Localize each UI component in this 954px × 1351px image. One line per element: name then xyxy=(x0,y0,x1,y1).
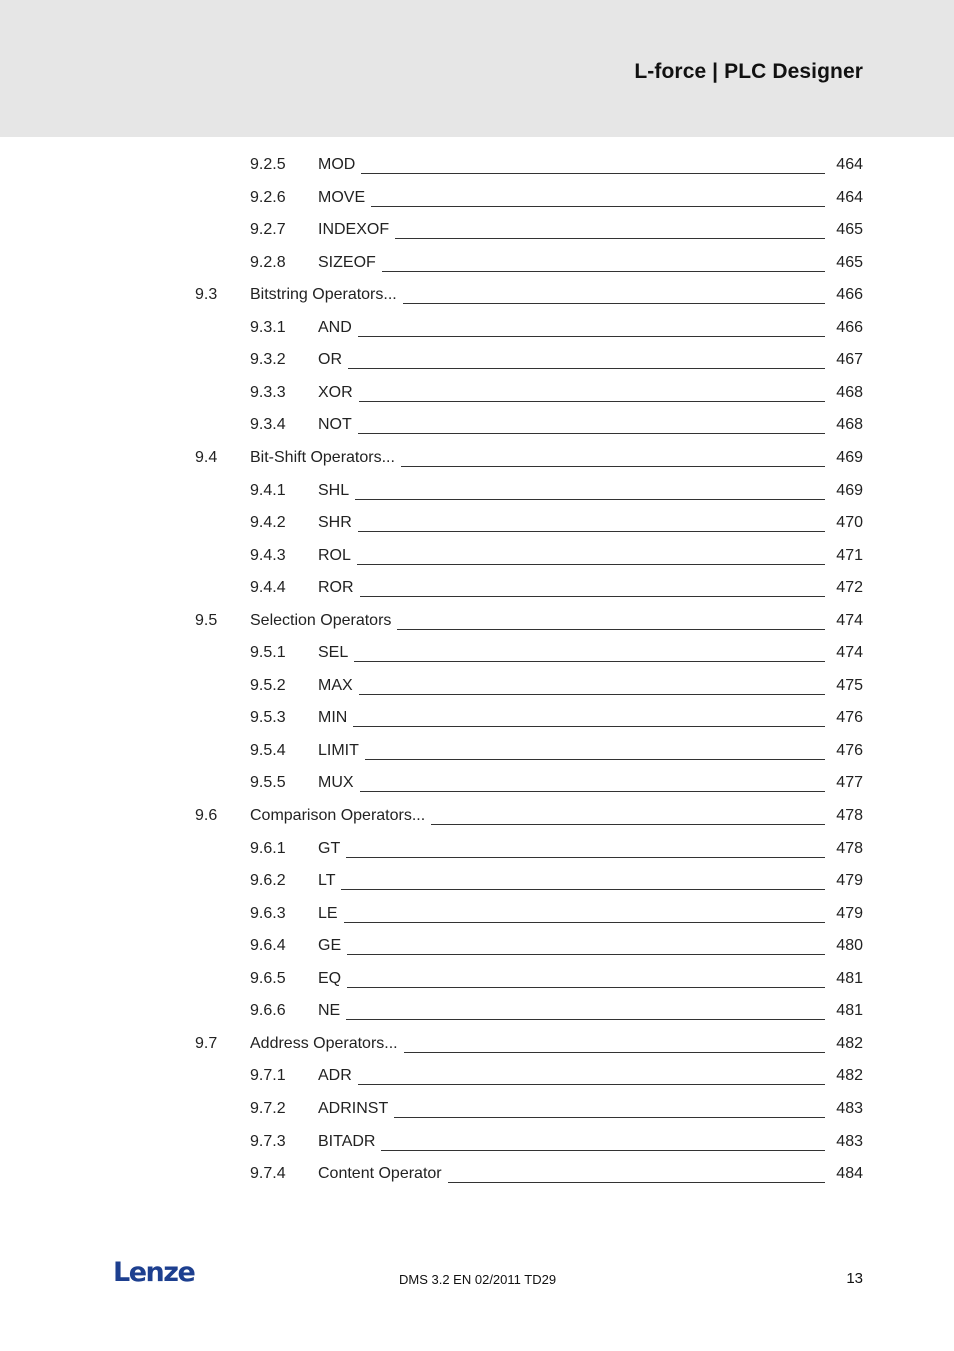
toc-leader-line xyxy=(371,206,825,207)
toc-entry[interactable] xyxy=(0,443,954,475)
toc-entry-number: 9.2.6 xyxy=(250,188,286,206)
toc-leader-line xyxy=(394,1117,825,1118)
toc-entry-page: 482 xyxy=(836,1067,863,1085)
toc-entry-number: 9.4.4 xyxy=(250,579,286,597)
toc-leader-line xyxy=(365,759,825,760)
toc-entry[interactable] xyxy=(0,1029,954,1061)
toc-entry-number: 9.7 xyxy=(195,1034,218,1052)
toc-entry-page: 479 xyxy=(836,872,863,890)
toc-entry-title: MIN xyxy=(318,709,348,727)
toc-entry-page: 468 xyxy=(836,383,863,401)
toc-entry-title: Selection Operators xyxy=(250,611,392,629)
toc-entry-page: 483 xyxy=(836,1132,863,1150)
toc-entry-number: 9.4.2 xyxy=(250,514,286,532)
toc-entry[interactable] xyxy=(0,671,954,703)
toc-entry-page: 469 xyxy=(836,481,863,499)
toc-entry-page: 469 xyxy=(836,448,863,466)
toc-entry-page: 464 xyxy=(836,188,863,206)
toc-entry-page: 474 xyxy=(836,644,863,662)
toc-leader-line xyxy=(359,401,825,402)
toc-entry-title: Comparison Operators... xyxy=(250,807,426,824)
toc-entry-title: LT xyxy=(318,872,336,890)
toc-entry-number: 9.3.2 xyxy=(250,351,286,369)
toc-leader-line xyxy=(360,791,825,792)
toc-leader-line xyxy=(381,1150,825,1151)
toc-entry[interactable] xyxy=(0,313,954,345)
toc-entry[interactable] xyxy=(0,150,954,182)
toc-entry-number: 9.2.8 xyxy=(250,253,286,271)
toc-entry-page: 478 xyxy=(836,839,863,857)
toc-entry-title: BITADR xyxy=(318,1132,376,1150)
toc-entry-number: 9.5.2 xyxy=(250,676,286,694)
toc-leader-line xyxy=(346,1019,825,1020)
toc-entry-number: 9.6.3 xyxy=(250,904,286,922)
toc-entry[interactable] xyxy=(0,703,954,735)
toc-entry-page: 476 xyxy=(836,709,863,727)
toc-leader-line xyxy=(341,889,825,890)
toc-entry-title: Content Operator xyxy=(318,1165,442,1183)
toc-entry[interactable] xyxy=(0,378,954,410)
toc-leader-line xyxy=(355,499,825,500)
toc-entry-number: 9.7.3 xyxy=(250,1132,286,1150)
toc-entry-title: LIMIT xyxy=(318,741,359,759)
toc-entry-number: 9.2.5 xyxy=(250,156,286,173)
toc-entry[interactable] xyxy=(0,345,954,377)
toc-leader-line xyxy=(358,531,825,532)
toc-entry-title: LE xyxy=(318,904,338,922)
toc-entry[interactable] xyxy=(0,834,954,866)
toc-entry-title: OR xyxy=(318,351,342,369)
toc-entry-page: 471 xyxy=(836,546,863,564)
toc-entry-page: 477 xyxy=(836,774,863,792)
toc-entry-number: 9.7.4 xyxy=(250,1165,286,1183)
toc-entry-page: 478 xyxy=(836,807,863,824)
toc-leader-line xyxy=(361,173,825,174)
toc-entry[interactable] xyxy=(0,1094,954,1126)
toc-entry-number: 9.3.4 xyxy=(250,416,286,434)
toc-entry-title: ADR xyxy=(318,1067,352,1085)
toc-entry-title: Address Operators... xyxy=(250,1034,398,1052)
toc-entry-page: 479 xyxy=(836,904,863,922)
toc-leader-line xyxy=(346,857,825,858)
toc-entry-number: 9.5.4 xyxy=(250,741,286,759)
toc-entry-page: 470 xyxy=(836,514,863,532)
toc-entry[interactable] xyxy=(0,996,954,1028)
toc-entry-page: 468 xyxy=(836,416,863,434)
toc-entry-title: ROR xyxy=(318,579,354,597)
toc-entry[interactable] xyxy=(0,899,954,931)
toc-entry[interactable] xyxy=(0,1127,954,1159)
toc-entry-page: 464 xyxy=(836,156,863,173)
toc-entry[interactable] xyxy=(0,410,954,442)
toc-entry-number: 9.5.5 xyxy=(250,774,286,792)
toc-entry-number: 9.7.2 xyxy=(250,1099,286,1117)
toc-entry-number: 9.6.4 xyxy=(250,937,286,955)
toc-entry[interactable] xyxy=(0,1159,954,1191)
toc-leader-line xyxy=(382,271,825,272)
toc-entry-page: 480 xyxy=(836,937,863,955)
toc-entry-page: 483 xyxy=(836,1099,863,1117)
toc-leader-line xyxy=(431,824,825,825)
toc-entry[interactable] xyxy=(0,931,954,963)
toc-leader-line xyxy=(448,1182,825,1183)
toc-leader-line xyxy=(347,987,825,988)
toc-leader-line xyxy=(358,336,825,337)
toc-leader-line xyxy=(401,466,825,467)
toc-entry[interactable] xyxy=(0,215,954,247)
toc-entry-number: 9.2.7 xyxy=(250,221,286,239)
toc-entry-page: 481 xyxy=(836,969,863,987)
toc-entry[interactable] xyxy=(0,280,954,312)
toc-entry[interactable] xyxy=(0,508,954,540)
toc-entry-title: NOT xyxy=(318,416,352,434)
toc-entry-number: 9.6 xyxy=(195,807,218,824)
toc-entry[interactable] xyxy=(0,768,954,800)
toc-leader-line xyxy=(348,368,825,369)
toc-entry-page: 465 xyxy=(836,253,863,271)
toc-entry-title: EQ xyxy=(318,969,342,987)
toc-leader-line xyxy=(397,629,825,630)
toc-entry-page: 476 xyxy=(836,741,863,759)
toc-leader-line xyxy=(360,596,825,597)
toc-entry-number: 9.4.1 xyxy=(250,481,286,499)
toc-entry[interactable] xyxy=(0,736,954,768)
toc-leader-line xyxy=(353,726,825,727)
toc-entry-number: 9.4 xyxy=(195,448,218,466)
toc-entry-title: GT xyxy=(318,839,341,857)
page-number: 13 xyxy=(846,1270,863,1287)
toc-entry-title: SHR xyxy=(318,514,352,532)
toc-entry[interactable] xyxy=(0,476,954,508)
toc-entry-page: 482 xyxy=(836,1034,863,1052)
toc-entry-page: 474 xyxy=(836,611,863,629)
toc-entry[interactable] xyxy=(0,248,954,280)
toc-entry[interactable] xyxy=(0,573,954,605)
toc-entry-page: 465 xyxy=(836,221,863,239)
toc-leader-line xyxy=(358,433,825,434)
toc-leader-line xyxy=(357,564,825,565)
toc-leader-line xyxy=(347,954,825,955)
toc-entry-page: 466 xyxy=(836,318,863,336)
toc-entry-page: 472 xyxy=(836,579,863,597)
toc-entry-title: Bitstring Operators... xyxy=(250,286,397,304)
toc-leader-line xyxy=(354,661,825,662)
toc-entry-title: MAX xyxy=(318,676,353,694)
toc-entry-number: 9.4.3 xyxy=(250,546,286,564)
toc-leader-line xyxy=(395,238,825,239)
toc-leader-line xyxy=(344,922,825,923)
toc-entry-title: ROL xyxy=(318,546,351,564)
toc-leader-line xyxy=(358,1084,825,1085)
toc-leader-line xyxy=(404,1052,825,1053)
toc-entry[interactable] xyxy=(0,801,954,833)
toc-entry[interactable] xyxy=(0,964,954,996)
header-title: L-force | PLC Designer xyxy=(634,60,863,83)
toc-entry-title: MOVE xyxy=(318,188,366,206)
toc-entry[interactable] xyxy=(0,1061,954,1093)
toc-entry-page: 466 xyxy=(836,286,863,304)
toc-entry-number: 9.6.6 xyxy=(250,1002,286,1020)
toc-entry-number: 9.5 xyxy=(195,611,218,629)
toc-entry-number: 9.6.5 xyxy=(250,969,286,987)
page-header xyxy=(0,0,954,137)
toc-entry[interactable] xyxy=(0,541,954,573)
toc-entry-title: AND xyxy=(318,318,352,336)
toc-entry-number: 9.5.1 xyxy=(250,644,286,662)
toc-entry-title: INDEXOF xyxy=(318,221,390,239)
toc-entry-page: 484 xyxy=(836,1165,863,1183)
toc-entry-number: 9.3 xyxy=(195,286,218,304)
toc-entry[interactable] xyxy=(0,866,954,898)
toc-entry-title: XOR xyxy=(318,383,353,401)
toc-entry-title: MOD xyxy=(318,156,356,173)
toc-entry-title: ADRINST xyxy=(318,1099,389,1117)
toc-entry-title: Bit-Shift Operators... xyxy=(250,448,395,466)
toc-entry-number: 9.5.3 xyxy=(250,709,286,727)
toc-entry-title: GE xyxy=(318,937,342,955)
toc-entry-number: 9.6.1 xyxy=(250,839,286,857)
lenze-logo: Lenze xyxy=(113,1257,195,1288)
toc-entry[interactable] xyxy=(0,183,954,215)
toc-leader-line xyxy=(359,694,825,695)
toc-leader-line xyxy=(403,303,825,304)
toc-entry-number: 9.6.2 xyxy=(250,872,286,890)
toc-entry-title: SHL xyxy=(318,481,350,499)
toc-entry[interactable] xyxy=(0,638,954,670)
toc-entry-number: 9.7.1 xyxy=(250,1067,286,1085)
toc-entry-page: 475 xyxy=(836,676,863,694)
document-id: DMS 3.2 EN 02/2011 TD29 xyxy=(399,1272,557,1287)
toc-entry-title: SEL xyxy=(318,644,349,662)
toc-entry-number: 9.3.1 xyxy=(250,318,286,336)
toc-entry[interactable] xyxy=(0,606,954,638)
toc-entry-title: NE xyxy=(318,1002,341,1020)
toc-entry-page: 467 xyxy=(836,351,863,369)
toc-entry-number: 9.3.3 xyxy=(250,383,286,401)
toc-entry-title: MUX xyxy=(318,774,354,792)
toc-entry-page: 481 xyxy=(836,1002,863,1020)
toc-entry-title: SIZEOF xyxy=(318,253,376,271)
